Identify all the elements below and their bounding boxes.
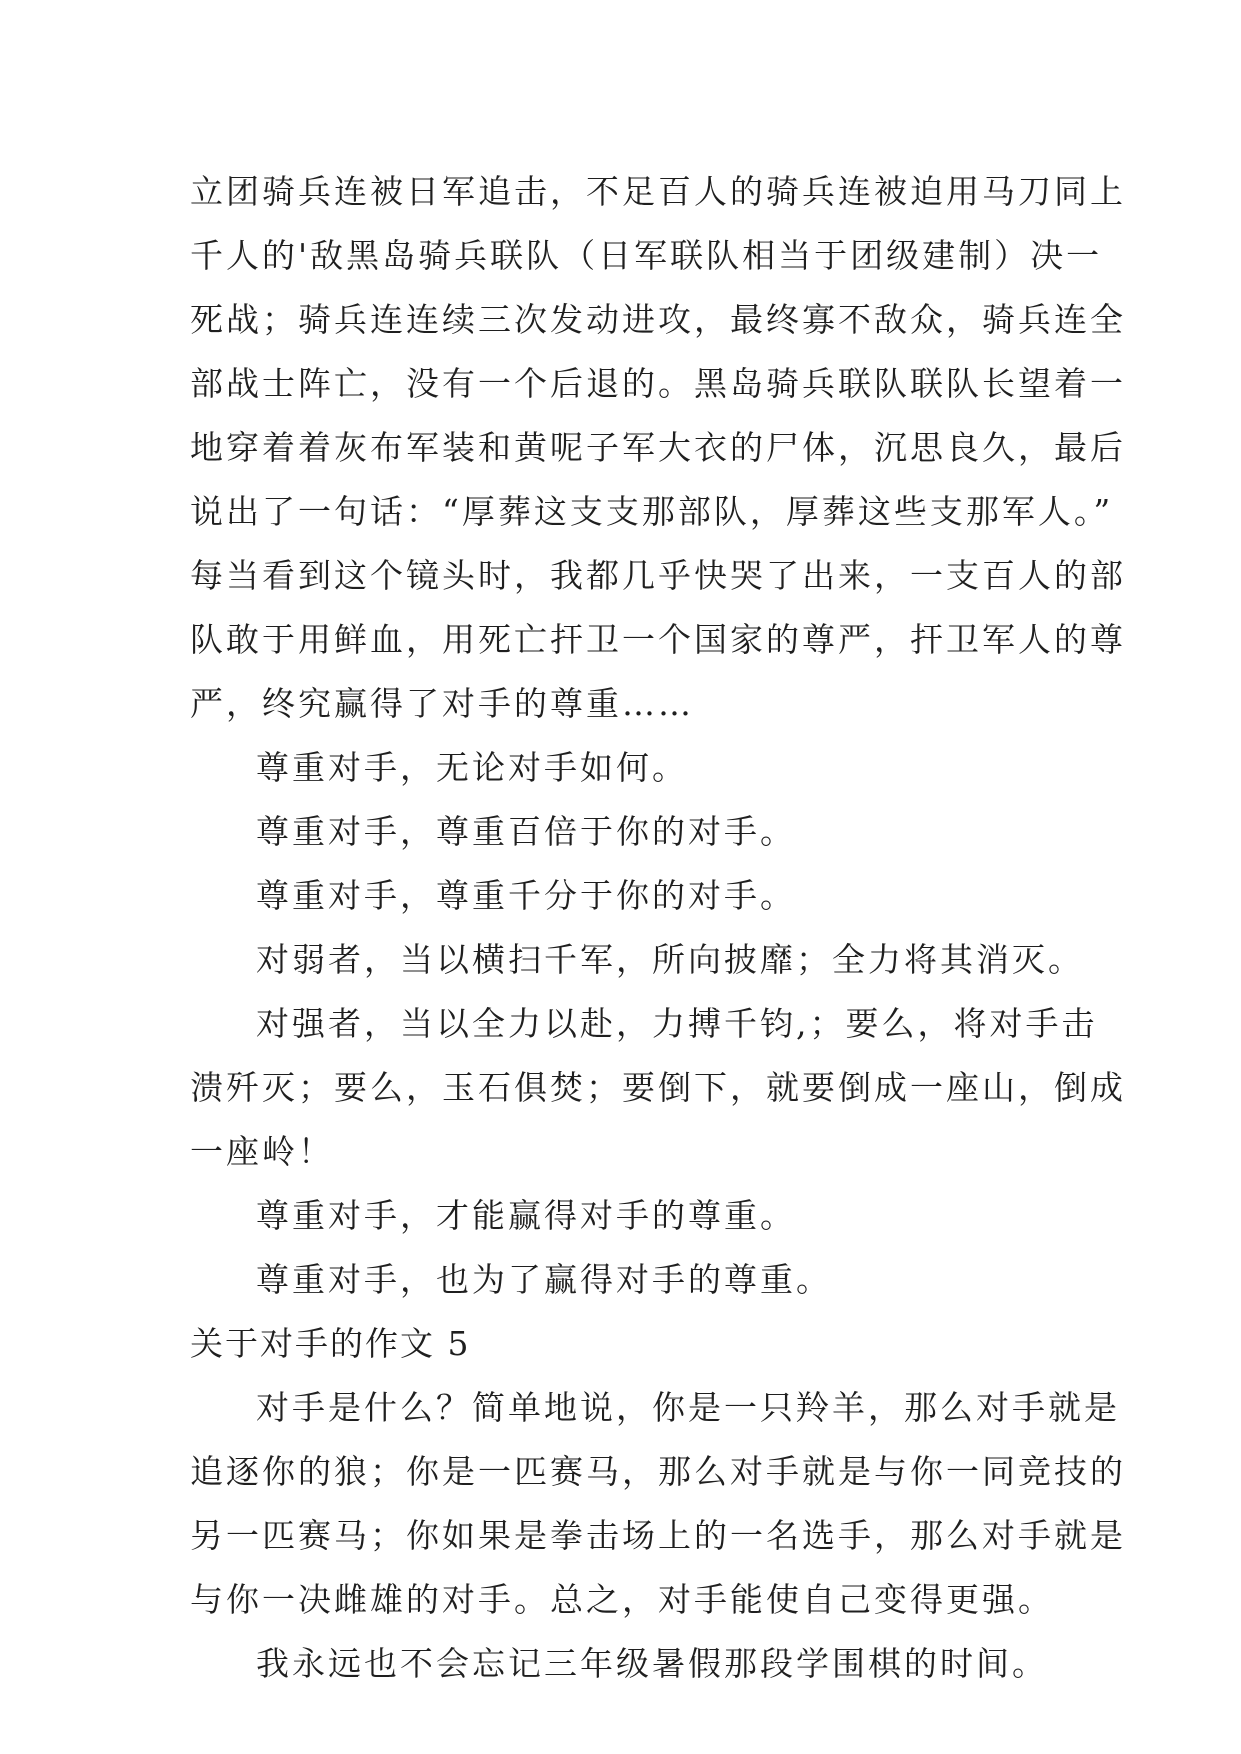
section-heading: 关于对手的作文 5: [190, 1324, 471, 1363]
document-body: [190, 160, 1126, 1696]
text-line: 对弱者，当以横扫千军，所向披靡；全力将其消灭。: [256, 940, 1084, 979]
text-line: 追逐你的狼；你是一匹赛马，那么对手就是与你一同竞技的: [190, 1452, 1126, 1491]
text-line: 尊重对手，才能赢得对手的尊重。: [256, 1196, 796, 1235]
text-line: 对强者，当以全力以赴，力搏千钧,；要么，将对手击: [256, 1004, 1098, 1043]
text-line: 我永远也不会忘记三年级暑假那段学围棋的时间。: [256, 1644, 1048, 1683]
text-line: 立团骑兵连被日军追击，不足百人的骑兵连被迫用马刀同上: [190, 172, 1126, 211]
text-line: 尊重对手，尊重千分于你的对手。: [256, 876, 796, 915]
text-line: 说出了一句话：“厚葬这支支那部队，厚葬这些支那军人。”: [190, 492, 1114, 531]
text-line: 部战士阵亡，没有一个后退的。黑岛骑兵联队联队长望着一: [190, 364, 1126, 403]
text-line: 溃歼灭；要么，玉石俱焚；要倒下，就要倒成一座山，倒成: [190, 1068, 1126, 1107]
text-line: 另一匹赛马；你如果是拳击场上的一名选手，那么对手就是: [190, 1516, 1126, 1555]
text-line: 地穿着着灰布军装和黄呢子军大衣的尸体，沉思良久，最后: [190, 428, 1126, 467]
text-line: 队敢于用鲜血，用死亡扞卫一个国家的尊严，扞卫军人的尊: [190, 620, 1126, 659]
text-line: 每当看到这个镜头时，我都几乎快哭了出来，一支百人的部: [190, 556, 1126, 595]
text-line: 千人的'敌黑岛骑兵联队（日军联队相当于团级建制）决一: [190, 236, 1103, 275]
text-line: 对手是什么？简单地说，你是一只羚羊，那么对手就是: [256, 1388, 1120, 1427]
text-line: 死战；骑兵连连续三次发动进攻，最终寡不敌众，骑兵连全: [190, 300, 1126, 339]
text-line: 尊重对手，也为了赢得对手的尊重。: [256, 1260, 832, 1299]
text-line: 尊重对手，无论对手如何。: [256, 748, 688, 787]
text-line: 严，终究赢得了对手的尊重……: [190, 684, 694, 723]
text-line: 尊重对手，尊重百倍于你的对手。: [256, 812, 796, 851]
text-line: 一座岭！: [190, 1132, 334, 1171]
text-line: 与你一决雌雄的对手。总之，对手能使自己变得更强。: [190, 1580, 1054, 1619]
